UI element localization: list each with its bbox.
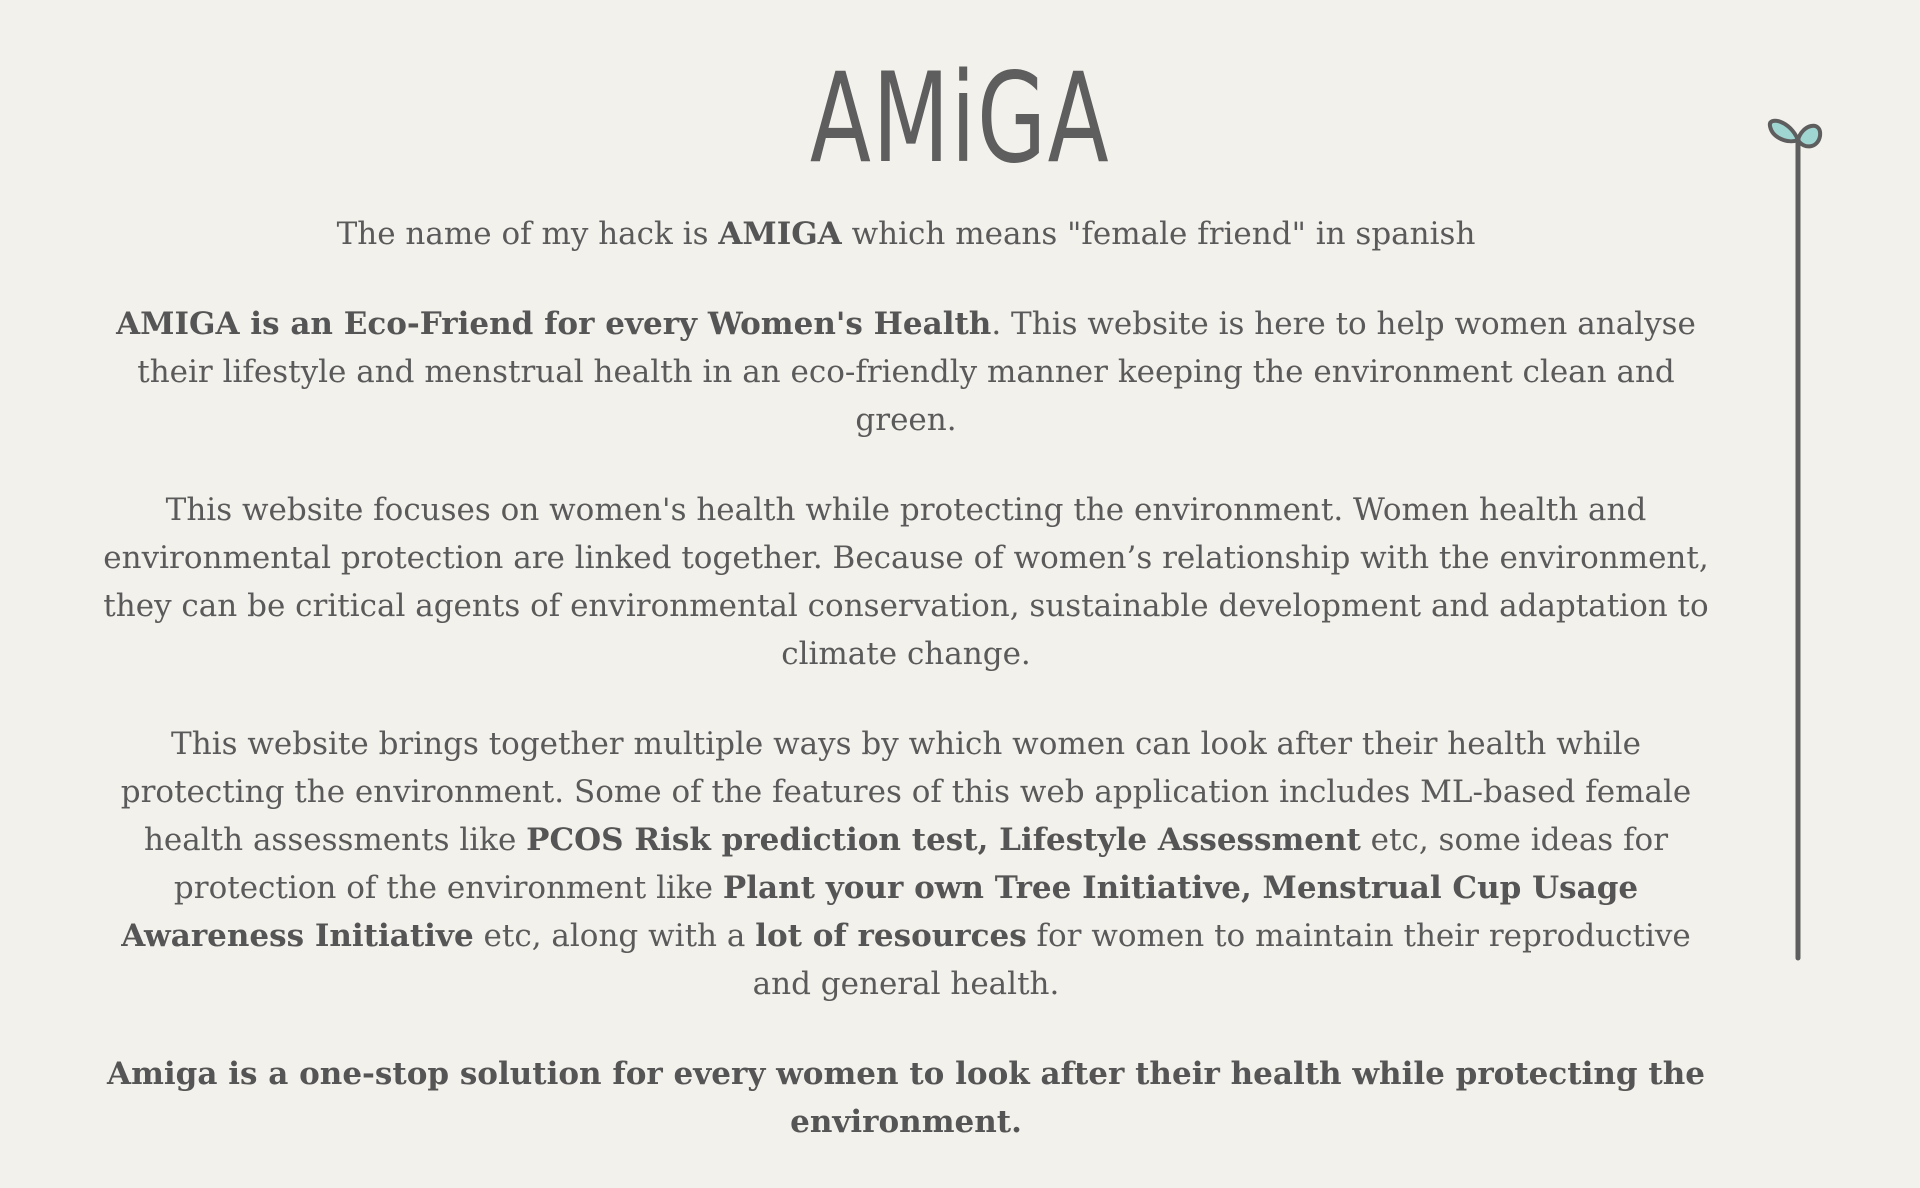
features-assessments: PCOS Risk prediction test, Lifestyle Assessment [526,822,1361,858]
intro-name: AMIGA [718,216,842,252]
summary-lead: AMIGA is an Eco-Friend for every Women's Health [116,306,992,342]
features-text-1: This website brings together multiple ways by which women can look after their health while protecting the environment. Some of the features of this web application includes ML-based female health assessments like [120,726,1692,858]
intro-paragraph [100,210,1712,258]
features-text-2: etc, some ideas for protection of the environment like [173,822,1669,906]
summary-paragraph [100,300,1712,444]
features-text-4: for women to maintain their reproductive and general health. [752,918,1691,1002]
intro-prefix: The name of my hack is [336,216,719,252]
page-title: AMiGA [809,47,1111,191]
closing-statement: Amiga is a one-stop solution for every women to look after their health while protecting the environment. [107,1056,1705,1140]
sprout-leaf-right [1798,126,1820,147]
focus-paragraph: This website focuses on women's health while protecting the environment. Women health and environmental protection are linked together. Because of women’s relationship with the environment, they can be critical agents of environmental conservation, sustainable development and adaptation to climate change. [103,492,1709,672]
summary-text: . This website is here to help women analyse their lifestyle and menstrual health in an eco-friendly manner keeping the environment clean and green. [137,306,1696,438]
features-resources: lot of resources [755,918,1027,954]
features-text-3: etc, along with a [473,918,756,954]
features-paragraph [100,720,1712,1008]
features-initiatives: Plant your own Tree Initiative, Menstrual Cup Usage Awareness Initiative [121,870,1639,954]
sprout-leaf-left [1770,121,1798,142]
sprout-icon [1750,110,1830,970]
main-content [100,210,1712,1188]
intro-suffix: which means "female friend" in spanish [841,216,1476,252]
